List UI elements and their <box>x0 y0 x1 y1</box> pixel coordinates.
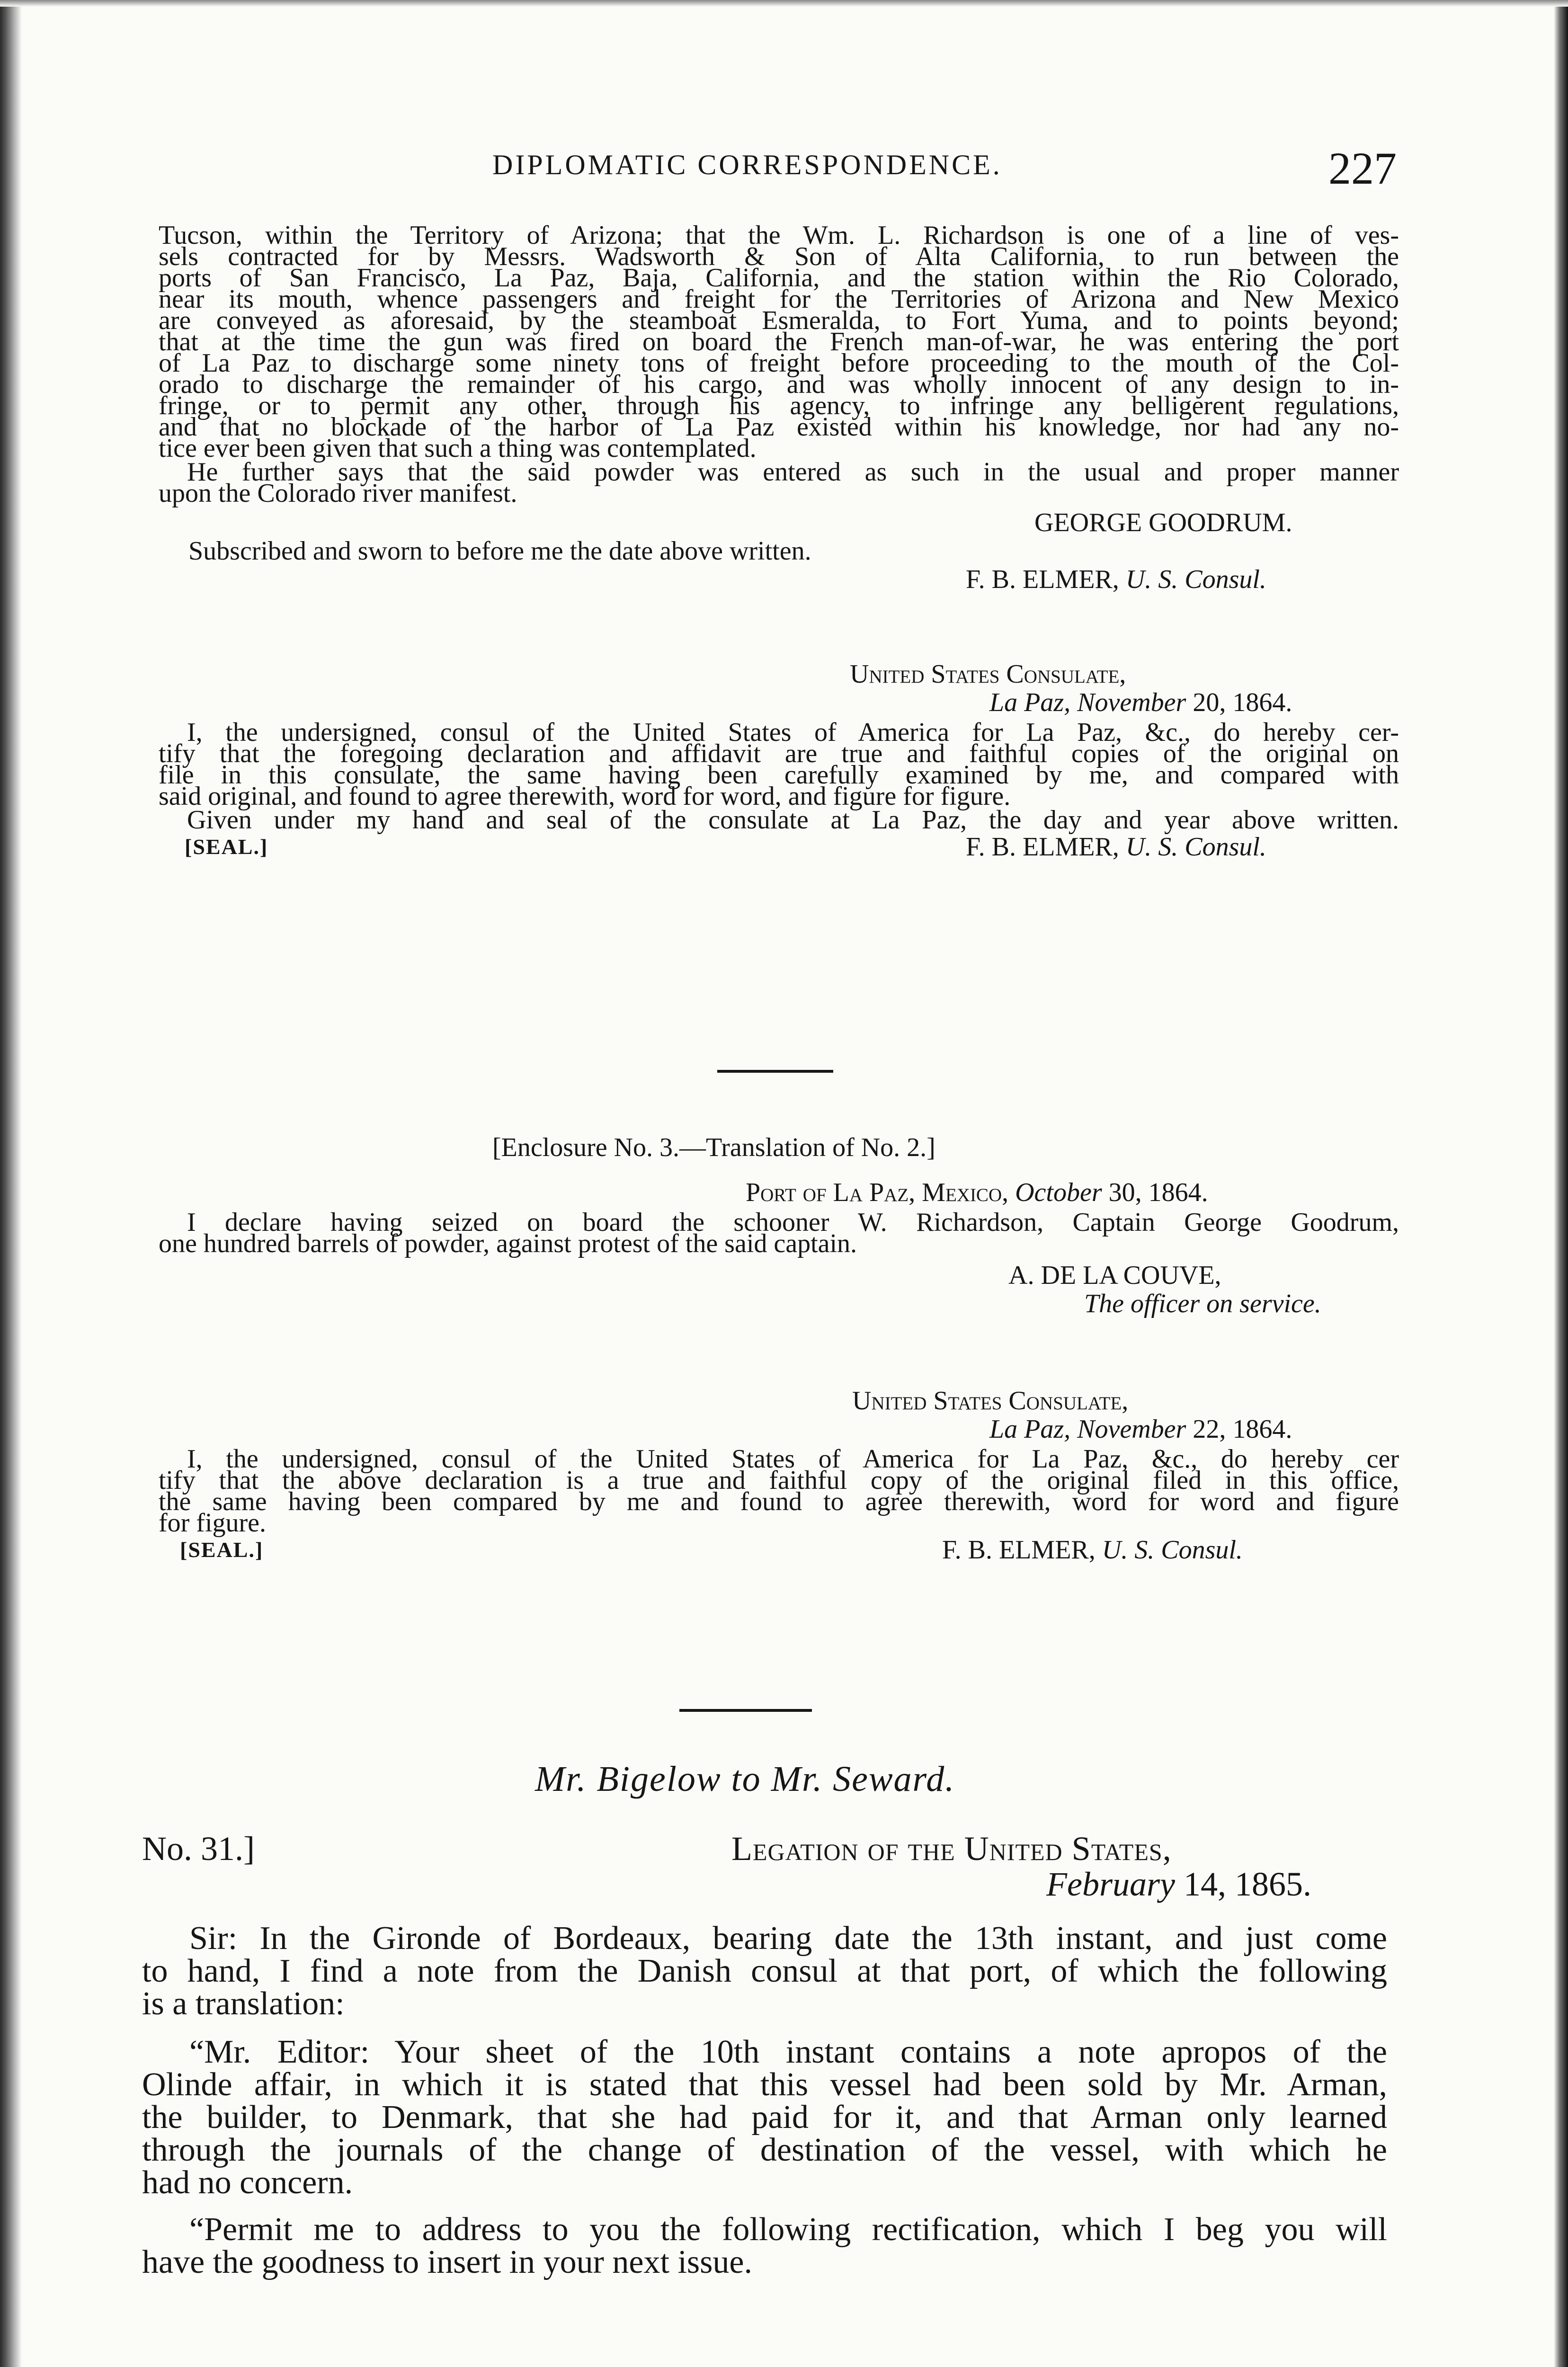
page-number: 227 <box>1328 143 1397 194</box>
text-line: had no concern. <box>142 2164 353 2201</box>
text-line: the builder, to Denmark, that she had paid for it, and that Arman only learned <box>142 2099 1387 2136</box>
text-line: sels contracted for by Messrs. Wadsworth & Son of Alta California, to run between the <box>159 242 1399 271</box>
running-head <box>161 142 1397 194</box>
text-line: Olinde affair, in which it is stated that this vessel had been sold by Mr. Arman, <box>142 2066 1387 2103</box>
text-line: orado to discharge the remainder of his cargo, and was wholly innocent of any design to in- <box>159 370 1399 399</box>
letter-heading: Mr. Bigelow to Mr. Seward. <box>535 1759 955 1799</box>
text-line: of La Paz to discharge some ninety tons of freight before proceeding to the mouth of the Col- <box>159 348 1399 378</box>
consulate-office: United States Consulate, <box>850 659 1126 689</box>
text-line: I, the undersigned, consul of the United States of America for La Paz, &c., do hereby cer <box>187 1444 1399 1474</box>
text-line: through the journals of the change of destination of the vessel, with which he <box>142 2132 1387 2168</box>
text-line: ports of San Francisco, La Paz, Baja, California, and the station within the Rio Colorado, <box>159 263 1399 293</box>
text-line: I, the undersigned, consul of the United States of America for La Paz, &c., do hereby cer- <box>187 718 1399 747</box>
consul-signature: F. B. ELMER, U. S. Consul. <box>966 832 1266 862</box>
consulate-dateline: La Paz, November 20, 1864. <box>989 688 1292 717</box>
page-edge-shadow-left <box>0 0 22 2367</box>
letter-from: Legation of the United States, <box>731 1830 1172 1868</box>
text-line: “Permit me to address to you the following rectification, which I beg you will <box>189 2211 1387 2248</box>
text-line: are conveyed as aforesaid, by the steamboat Esmeralda, to Fort Yuma, and to points beyond; <box>159 306 1399 335</box>
text-line: upon the Colorado river manifest. <box>159 479 517 508</box>
text-line: and that no blockade of the harbor of La Paz existed within his knowledge, nor had any no- <box>159 412 1399 442</box>
letter-date: February 14, 1865. <box>1046 1865 1311 1903</box>
text-line: tify that the above declaration is a true and faithful copy of the original filed in this office, <box>159 1466 1399 1495</box>
page-edge-shadow-top <box>0 0 1568 7</box>
section-divider <box>717 1070 833 1073</box>
text-line: tice ever been given that such a thing was contemplated. <box>159 434 757 463</box>
text-line: for figure. <box>159 1508 267 1538</box>
text-line: have the goodness to insert in your next issue. <box>142 2244 752 2280</box>
consul-signature: F. B. ELMER, U. S. Consul. <box>966 565 1266 594</box>
letter-number: No. 31.] <box>142 1830 255 1868</box>
text-line: is a translation: <box>142 1985 345 2022</box>
consul-signature: F. B. ELMER, U. S. Consul. <box>942 1535 1243 1565</box>
consulate-office: United States Consulate, <box>852 1386 1129 1415</box>
text-line: Sir: In the Gironde of Bordeaux, bearing date the 13th instant, and just come <box>189 1920 1387 1957</box>
text-line: “Mr. Editor: Your sheet of the 10th instant contains a note apropos of the <box>189 2034 1387 2070</box>
text-line: fringe, or to permit any other, through his agency, to infringe any belligerent regulations, <box>159 391 1399 420</box>
text-line: Given under my hand and seal of the consulate at La Paz, the day and year above written. <box>187 805 1399 835</box>
text-line: file in this consulate, the same having been carefully examined by me, and compared with <box>159 760 1399 790</box>
signature-goodrum: GEORGE GOODRUM. <box>1034 508 1292 537</box>
section-divider <box>679 1709 812 1712</box>
text-line: He further says that the said powder was entered as such in the usual and proper manner <box>187 457 1399 487</box>
enclosure-dateline: Port of La Paz, Mexico, October 30, 1864. <box>746 1178 1208 1207</box>
text-line: the same having been compared by me and found to agree therewith, word for word and figure <box>159 1487 1399 1516</box>
consulate-dateline: La Paz, November 22, 1864. <box>989 1415 1292 1444</box>
enclosure-signer-title: The officer on service. <box>1084 1289 1321 1318</box>
seal-mark: [SEAL.] <box>185 835 268 859</box>
text-line: one hundred barrels of powder, against protest of the said captain. <box>159 1229 857 1258</box>
text-line: that at the time the gun was fired on board the French man-of-war, he was entering the port <box>159 327 1399 356</box>
text-line: I declare having seized on board the schooner W. Richardson, Captain George Goodrum, <box>187 1208 1399 1237</box>
subscribed-line: Subscribed and sworn to before me the date above written. <box>188 536 811 566</box>
text-line: said original, and found to agree therewith, word for word, and figure for figure. <box>159 782 1011 811</box>
enclosure-signer: A. DE LA COUVE, <box>1008 1261 1221 1290</box>
text-line: near its mouth, whence passengers and freight for the Territories of Arizona and New Mexico <box>159 285 1399 314</box>
enclosure-heading: [Enclosure No. 3.—Translation of No. 2.] <box>492 1133 935 1162</box>
text-line: to hand, I find a note from the Danish consul at that port, of which the following <box>142 1953 1387 1989</box>
running-title: DIPLOMATIC CORRESPONDENCE. <box>492 149 1002 180</box>
text-line: tify that the foregoing declaration and affidavit are true and faithful copies of the original on <box>159 739 1399 768</box>
page-edge-shadow-right <box>1554 0 1568 2367</box>
text-line: Tucson, within the Territory of Arizona; that the Wm. L. Richardson is one of a line of ves- <box>159 221 1399 250</box>
seal-mark: [SEAL.] <box>180 1538 264 1562</box>
